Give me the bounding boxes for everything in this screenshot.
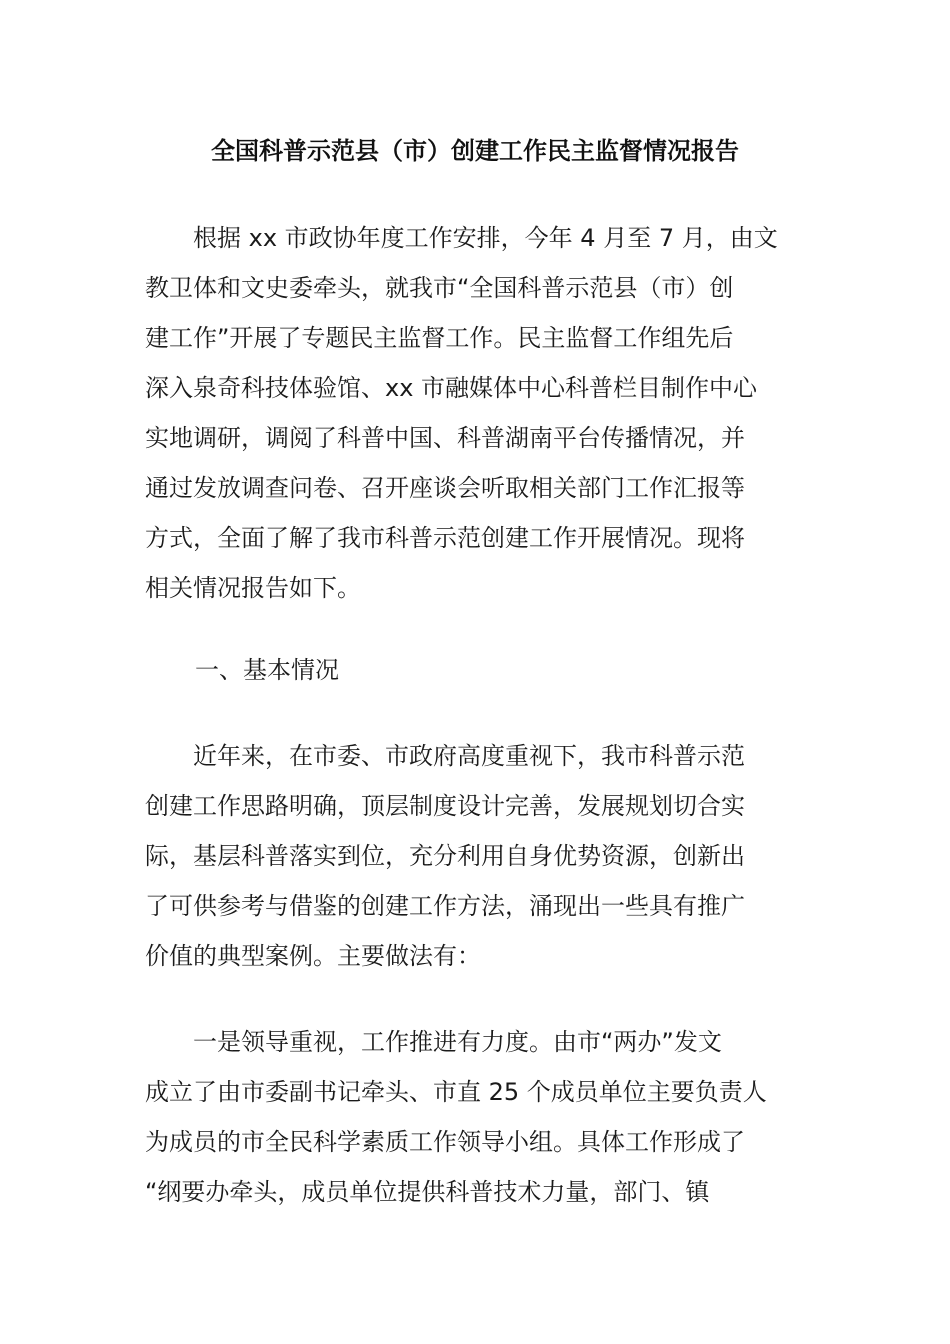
- paragraph-line: 际，基层科普落实到位，充分利用自身优势资源，创新出: [145, 842, 745, 870]
- paragraph-line: 相关情况报告如下。: [145, 574, 361, 602]
- section-heading: 一、基本情况: [195, 656, 339, 684]
- paragraph-line: 教卫体和文史委牵头，就我市“全国科普示范县（市）创: [145, 274, 734, 302]
- paragraph-line: 了可供参考与借鉴的创建工作方法，涌现出一些具有推广: [145, 892, 745, 920]
- paragraph-line: 根据 xx 市政协年度工作安排，今年 4 月至 7 月，由文: [193, 224, 778, 252]
- paragraph-line: 近年来，在市委、市政府高度重视下，我市科普示范: [193, 742, 745, 770]
- paragraph-line: 深入泉奇科技体验馆、xx 市融媒体中心科普栏目制作中心: [145, 374, 758, 402]
- paragraph-2: [145, 731, 805, 981]
- paragraph-line: 一是领导重视，工作推进有力度。由市“两办”发文: [193, 1028, 722, 1056]
- paragraph-line: 为成员的市全民科学素质工作领导小组。具体工作形成了: [145, 1128, 745, 1156]
- paragraph-line: 建工作”开展了专题民主监督工作。民主监督工作组先后: [145, 324, 734, 352]
- document-title: 全国科普示范县（市）创建工作民主监督情况报告: [211, 137, 739, 165]
- paragraph-line: 成立了由市委副书记牵头、市直 25 个成员单位主要负责人: [145, 1078, 767, 1106]
- paragraph-line: 价值的典型案例。主要做法有：: [145, 942, 481, 970]
- section-heading-1: [145, 645, 805, 695]
- paragraph-line: “纲要办牵头，成员单位提供科普技术力量，部门、镇: [145, 1178, 710, 1206]
- paragraph-line: 通过发放调查问卷、召开座谈会听取相关部门工作汇报等: [145, 474, 745, 502]
- paragraph-line: 创建工作思路明确，顶层制度设计完善，发展规划切合实: [145, 792, 745, 820]
- paragraph-1: [145, 213, 805, 613]
- paragraph-3: [145, 1017, 805, 1217]
- paragraph-line: 实地调研，调阅了科普中国、科普湖南平台传播情况，并: [145, 424, 745, 452]
- paragraph-line: 方式，全面了解了我市科普示范创建工作开展情况。现将: [145, 524, 745, 552]
